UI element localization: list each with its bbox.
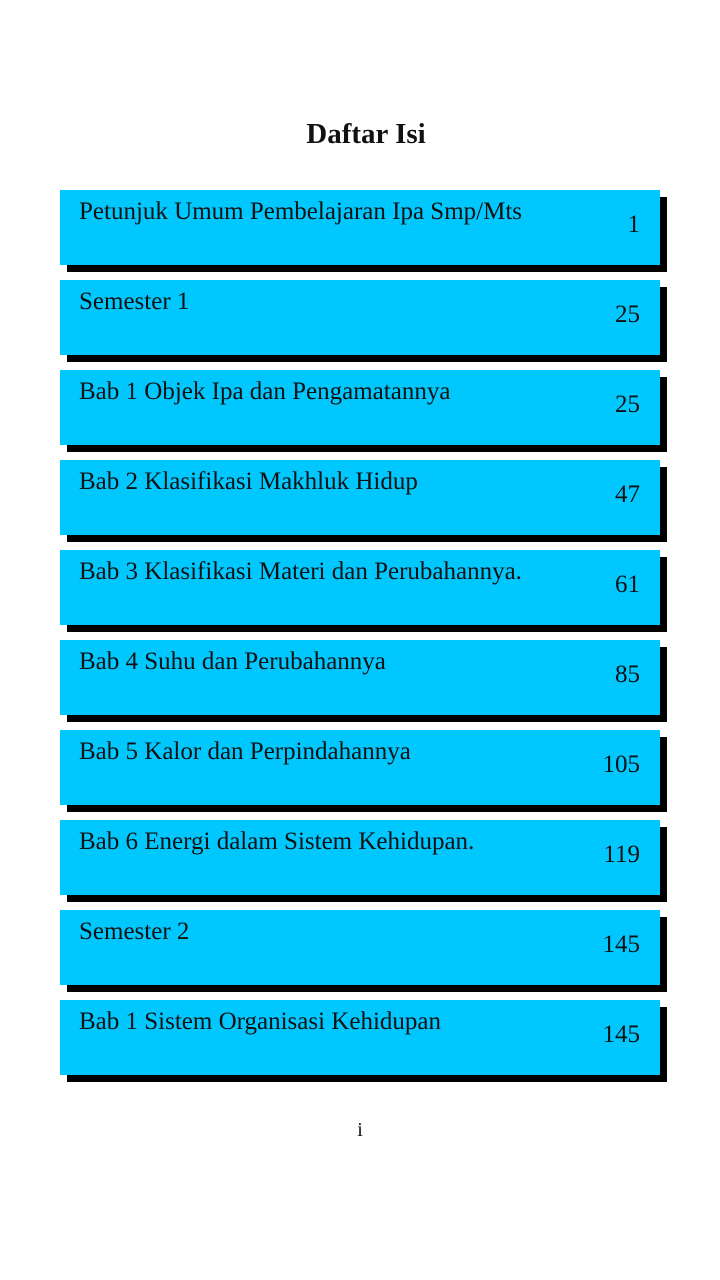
toc-entry-page: 145: [602, 1021, 640, 1048]
toc-entry[interactable]: [60, 550, 660, 625]
toc-entry[interactable]: [60, 910, 660, 985]
toc-entry-page: 25: [615, 301, 640, 328]
table-of-contents: [60, 190, 660, 1090]
toc-entry-page: 85: [615, 661, 640, 688]
toc-entry-label: Bab 2 Klasifikasi Makhluk Hidup: [79, 468, 418, 495]
toc-entry[interactable]: [60, 370, 660, 445]
toc-entry-page: 145: [602, 931, 640, 958]
page-number: i: [357, 1119, 363, 1141]
toc-entry[interactable]: [60, 730, 660, 805]
toc-entry-label: Semester 2: [79, 918, 190, 945]
toc-entry[interactable]: [60, 1000, 660, 1075]
toc-entry[interactable]: [60, 820, 660, 895]
toc-entry-label: Bab 6 Energi dalam Sistem Kehidupan.: [79, 828, 475, 855]
toc-entry-label: Bab 1 Sistem Organisasi Kehidupan: [79, 1008, 441, 1035]
toc-entry[interactable]: [60, 280, 660, 355]
page-title: Daftar Isi: [306, 118, 426, 150]
toc-entry[interactable]: [60, 190, 660, 265]
toc-entry[interactable]: [60, 640, 660, 715]
toc-entry-label: Bab 3 Klasifikasi Materi dan Perubahannya.: [79, 558, 522, 585]
toc-entry-page: 119: [603, 841, 640, 868]
toc-entry-page: 1: [627, 211, 640, 238]
toc-entry-label: Bab 1 Objek Ipa dan Pengamatannya: [79, 378, 451, 405]
toc-entry-page: 105: [602, 751, 640, 778]
toc-entry-page: 47: [615, 481, 640, 508]
toc-entry-label: Semester 1: [79, 288, 190, 315]
toc-entry-label: Bab 5 Kalor dan Perpindahannya: [79, 738, 411, 765]
toc-entry-label: Petunjuk Umum Pembelajaran Ipa Smp/Mts: [79, 198, 523, 225]
toc-entry-page: 61: [615, 571, 640, 598]
toc-entry-label: Bab 4 Suhu dan Perubahannya: [79, 648, 386, 675]
toc-entry-page: 25: [615, 391, 640, 418]
toc-entry[interactable]: [60, 460, 660, 535]
